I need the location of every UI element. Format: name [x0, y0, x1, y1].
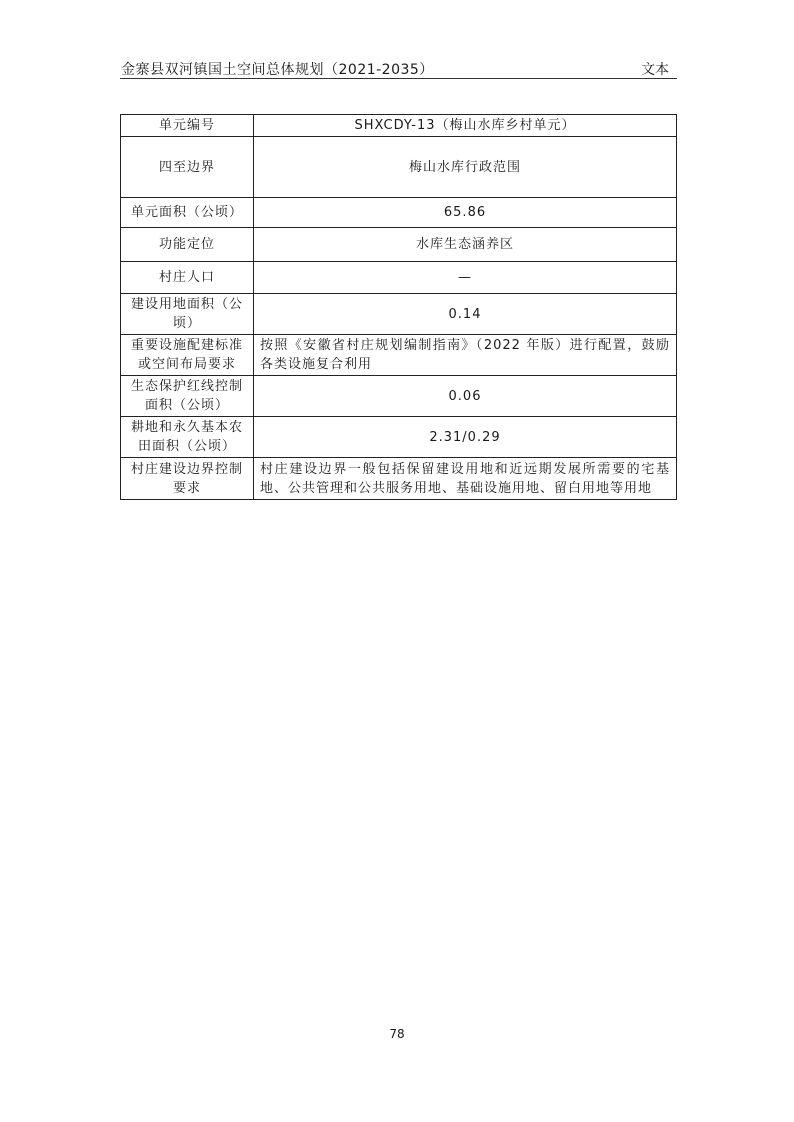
row-value-unit-code: SHXCDY-13（梅山水库乡村单元）: [254, 115, 677, 137]
table-row: [121, 294, 677, 335]
table-row: [121, 115, 677, 137]
row-label-farmland: 耕地和永久基本农田面积（公顷）: [121, 417, 254, 458]
row-value-boundary: 梅山水库行政范围: [254, 137, 677, 198]
document-type: 文本: [641, 62, 669, 78]
row-value-construction-area: 0.14: [254, 294, 677, 335]
row-label-eco-redline: 生态保护红线控制面积（公顷）: [121, 376, 254, 417]
table-row: [121, 262, 677, 294]
page-number: 78: [389, 1027, 405, 1041]
row-value-boundary-control: 村庄建设边界一般包括保留建设用地和近远期发展所需要的宅基地、公共管理和公共服务用地、基础设施用地、留白用地等用地: [254, 458, 677, 500]
row-value-population: —: [254, 262, 677, 294]
table-row: [121, 198, 677, 228]
row-label-unit-area: 单元面积（公顷）: [121, 198, 254, 228]
row-value-unit-area: 65.86: [254, 198, 677, 228]
unit-info-table: [120, 114, 677, 500]
row-label-facility-standard: 重要设施配建标准或空间布局要求: [121, 335, 254, 376]
row-value-eco-redline: 0.06: [254, 376, 677, 417]
row-label-population: 村庄人口: [121, 262, 254, 294]
row-value-farmland: 2.31/0.29: [254, 417, 677, 458]
row-value-facility-standard: 按照《安徽省村庄规划编制指南》（2022 年版）进行配置，鼓励各类设施复合利用: [254, 335, 677, 376]
table-row: [121, 458, 677, 500]
row-label-unit-code: 单元编号: [121, 115, 254, 137]
row-label-boundary-control: 村庄建设边界控制要求: [121, 458, 254, 500]
row-label-construction-area: 建设用地面积（公顷）: [121, 294, 254, 335]
row-label-boundary: 四至边界: [121, 137, 254, 198]
table-row: [121, 137, 677, 198]
row-label-function: 功能定位: [121, 228, 254, 262]
header-divider: [120, 78, 677, 79]
table-row: [121, 228, 677, 262]
table-row: [121, 335, 677, 376]
table-row: [121, 376, 677, 417]
table-row: [121, 417, 677, 458]
document-title: 金寨县双河镇国土空间总体规划（2021-2035）: [121, 62, 434, 78]
row-value-function: 水库生态涵养区: [254, 228, 677, 262]
